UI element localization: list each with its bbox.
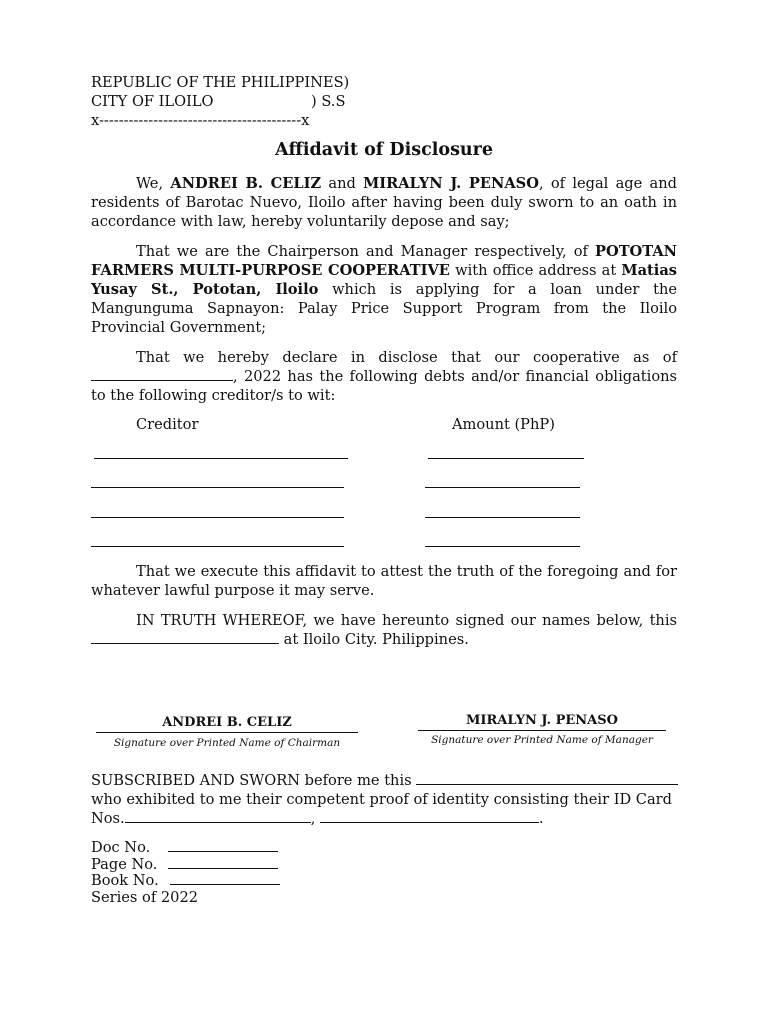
notarial-block — [91, 838, 311, 904]
signature-manager — [418, 711, 666, 750]
doc-no-label: Doc No. — [91, 839, 151, 856]
office-address: Matias Yusay St., Pototan, Iloilo — [91, 262, 677, 298]
paragraph-attest: That we execute this affidavit to attest the truth of the foregoing and for whatever lawful purpose it may serve. — [91, 563, 677, 599]
para1-text-b: and — [321, 175, 364, 192]
para2-text-a: That we are the Chairperson and Manager respectively, of — [136, 243, 596, 260]
para1-text-c: , of legal age and residents of Barotac Nuevo, Iloilo after having been duly sworn to an oath in accordance with law, hereby voluntarily depose and say; — [91, 175, 678, 230]
jurat-separator: , — [310, 810, 320, 827]
caption-ss: ) S.S — [311, 93, 346, 110]
jurat-line-1 — [91, 771, 681, 790]
caption-divider: x-----------------------------------------x — [91, 112, 310, 129]
para1-text-a: We, — [136, 175, 171, 192]
para3-text-b: , 2022 has the following debts and/or financial obligations to the following creditor/s to wit: — [91, 368, 677, 404]
cooperative-name: POTOTAN FARMERS MULTI-PURPOSE COOPERATIVE — [91, 243, 677, 279]
caption-city-name: CITY OF ILOILO — [91, 93, 214, 110]
series-row: Series of 2022 — [91, 888, 199, 906]
doc-no-blank[interactable] — [168, 851, 278, 852]
amount-line-1[interactable] — [428, 458, 584, 459]
book-no-blank[interactable] — [170, 884, 280, 885]
chairman-caption: Signature over Printed Name of Chairman — [113, 737, 341, 749]
signature-chairman — [96, 713, 358, 753]
caption-city — [91, 92, 391, 111]
amount-line-2[interactable] — [425, 487, 580, 488]
creditor-header: Creditor — [136, 416, 199, 433]
document-title: Affidavit of Disclosure — [274, 140, 494, 160]
signing-date-blank[interactable] — [91, 630, 279, 644]
page-no-label: Page No. — [91, 855, 158, 873]
manager-caption: Signature over Printed Name of Manager — [431, 734, 653, 746]
para3-text-a: That we hereby declare in disclose that our cooperative as of — [136, 349, 677, 366]
id-card-blank-1[interactable] — [125, 809, 311, 823]
chairman-signature-line[interactable] — [96, 732, 358, 733]
affiant-name-2: MIRALYN J. PENASO — [363, 175, 539, 192]
jurat-line-2: who exhibited to me their competent proof of identity consisting their ID Card — [91, 791, 672, 808]
paragraph-affiants — [91, 174, 677, 231]
jurat-block — [91, 771, 681, 828]
date-blank[interactable] — [91, 367, 233, 381]
para2-text-b: with office address at — [449, 262, 622, 279]
caption-block — [91, 73, 391, 130]
id-card-blank-2[interactable] — [320, 809, 539, 823]
jurat-line-3 — [91, 809, 681, 828]
paragraph-cooperative — [91, 242, 677, 337]
manager-name: MIRALYN J. PENASO — [466, 713, 618, 728]
jurat-text-1: SUBSCRIBED AND SWORN before me this — [91, 772, 417, 789]
page-no-row — [91, 855, 311, 872]
amount-line-4[interactable] — [425, 546, 580, 547]
creditor-line-3[interactable] — [91, 517, 344, 518]
amount-line-3[interactable] — [425, 517, 580, 518]
creditor-line-2[interactable] — [91, 487, 344, 488]
para5-text-b: at Iloilo City. Philippines. — [279, 631, 469, 648]
page-no-blank[interactable] — [168, 868, 278, 869]
amount-header: Amount (PhP) — [452, 416, 555, 433]
doc-no-row — [91, 838, 311, 855]
creditor-line-1[interactable] — [94, 458, 348, 459]
para2-text-c: which is applying for a loan under the Mangunguma Sapnayon: Palay Price Support Program from the Iloilo Provincial Government; — [91, 281, 677, 336]
paragraph-truth-whereof — [91, 611, 677, 649]
jurat-nos-label: Nos. — [91, 810, 125, 827]
para5-text-a: IN TRUTH WHEREOF, we have hereunto signed our names below, this — [136, 612, 677, 629]
jurat-period: . — [538, 810, 544, 827]
book-no-row — [91, 871, 311, 888]
paragraph-declaration — [91, 348, 677, 405]
affiant-name-1: ANDREI B. CELIZ — [170, 175, 322, 192]
sworn-date-blank[interactable] — [416, 771, 678, 785]
chairman-name: ANDREI B. CELIZ — [162, 715, 292, 730]
creditor-line-4[interactable] — [91, 546, 344, 547]
caption-republic: REPUBLIC OF THE PHILIPPINES) — [91, 74, 350, 91]
book-no-label: Book No. — [91, 872, 159, 889]
